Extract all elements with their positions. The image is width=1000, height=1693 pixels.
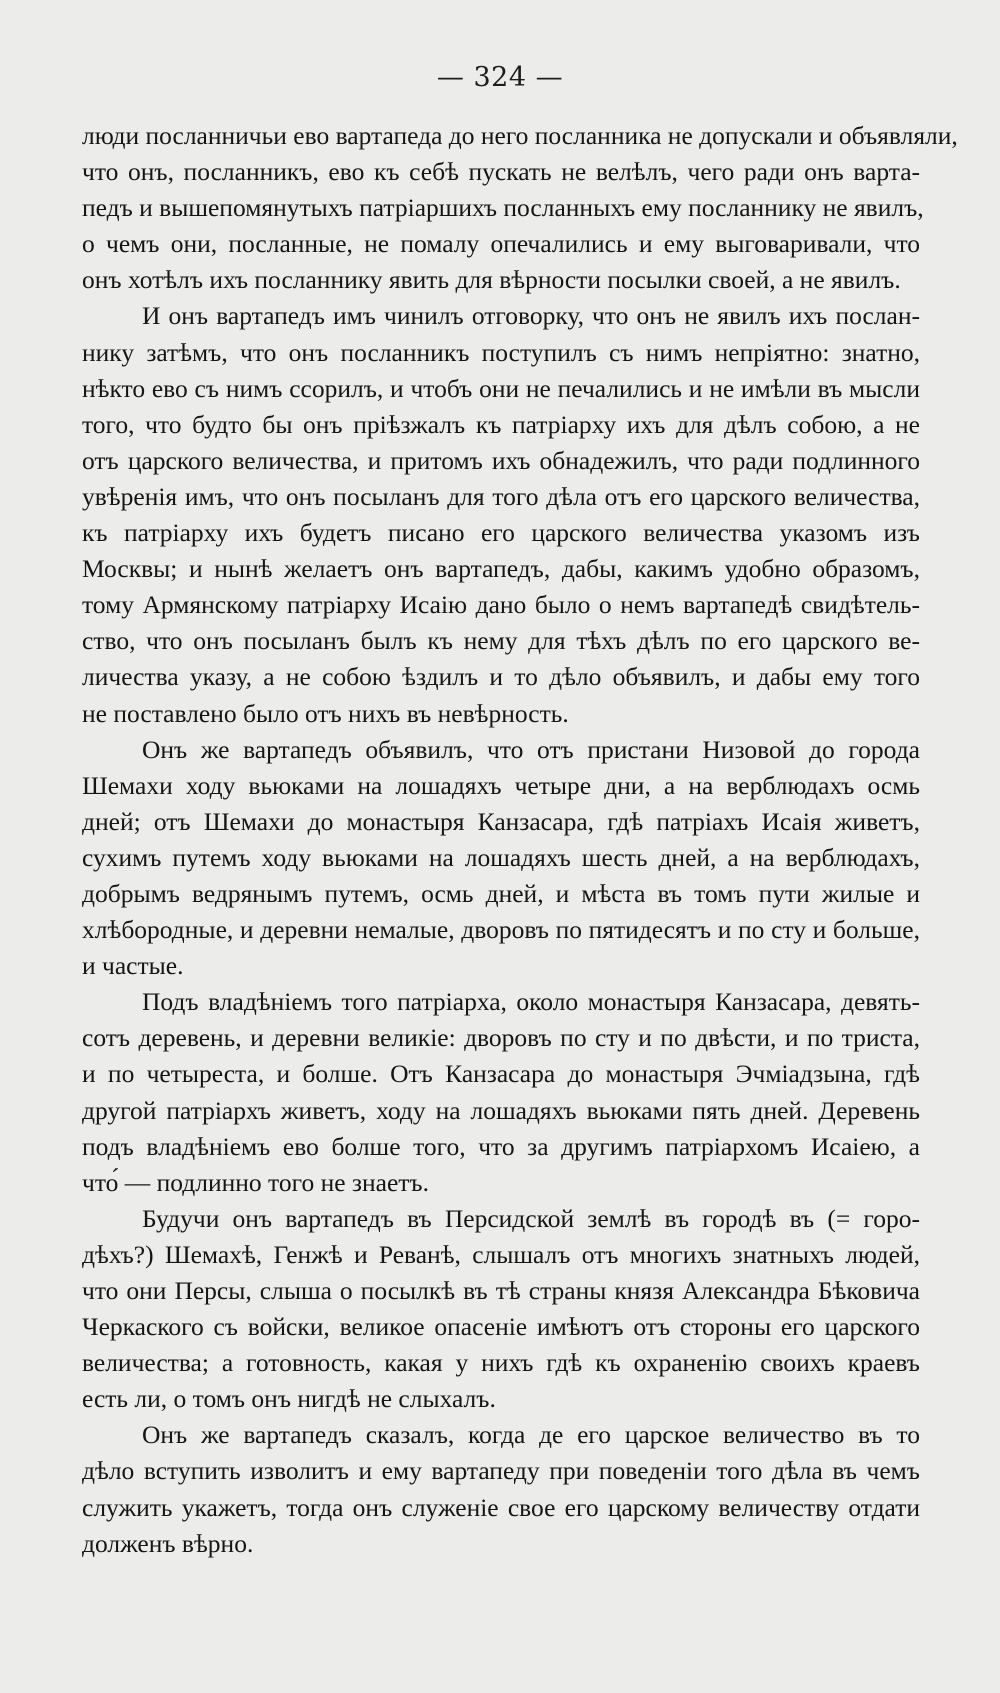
text-line: И онъ вартапедъ имъ чинилъ отговорку, что онъ не явилъ ихъ послан-	[142, 301, 920, 331]
text-line: о чемъ они, посланные, не помалу опечалились и ему выговаривали, что	[82, 229, 920, 259]
text-line: подъ владѣніемъ ево болше того, что за другимъ патріархомъ Исаіею, а	[82, 1131, 920, 1161]
text-line: Онъ же вартапедъ объявилъ, что отъ пристани Низовой до города	[142, 734, 920, 764]
text-line: величества; а готовность, какая у нихъ гдѣ къ охраненію своихъ краевъ	[82, 1348, 920, 1378]
paragraph	[82, 118, 958, 298]
text-line: къ патріарху ихъ будетъ писано его царского величества указомъ изъ	[82, 518, 920, 548]
text-line: педъ и вышепомянутыхъ патріаршихъ посланныхъ ему посланнику не явилъ,	[82, 193, 924, 223]
text-line: дѣхъ?) Шемахѣ, Генжѣ и Реванѣ, слышалъ отъ многихъ знатныхъ людей,	[82, 1239, 920, 1269]
paragraph	[82, 984, 920, 1201]
text-line: личества указу, а не собою ѣздилъ и то дѣло объявилъ, и дабы ему того	[82, 662, 920, 692]
text-line: долженъ вѣрно.	[82, 1528, 254, 1558]
text-line: отъ царского величества, и притомъ ихъ обнадежилъ, что ради подлинного	[82, 445, 920, 475]
page-number: — 324 —	[436, 62, 564, 93]
text-line: ство, что онъ посыланъ былъ къ нему для тѣхъ дѣлъ по его царского ве-	[82, 626, 920, 656]
text-line: нѣкто ево съ нимъ ссорилъ, и чтобъ они не печалились и не имѣли въ мысли	[82, 373, 920, 403]
text-line: что онъ, посланникъ, ево къ себѣ пускать не велѣлъ, чего ради онъ варта-	[82, 157, 920, 187]
text-line: другой патріархъ живетъ, ходу на лошадяхъ вьюками пять дней. Деревень	[82, 1095, 920, 1125]
text-line: онъ хотѣлъ ихъ посланнику явить для вѣрности посылки своей, а не явилъ.	[82, 265, 901, 295]
text-line: не поставлено было отъ нихъ въ невѣрность.	[82, 698, 569, 728]
text-line: Будучи онъ вартапедъ въ Персидской землѣ въ городѣ въ (= горо-	[142, 1203, 920, 1233]
paragraph	[82, 732, 920, 985]
paragraph	[82, 1417, 920, 1561]
text-line: и по четыреста, и болше. Отъ Канзасара до монастыря Эчміадзына, гдѣ	[82, 1059, 920, 1089]
text-line: есть ли, о томъ онъ нигдѣ не слыхалъ.	[82, 1384, 496, 1414]
text-line: тому Армянскому патріарху Исаію дано было о немъ вартапедѣ свидѣтель-	[82, 590, 920, 620]
text-line: Онъ же вартапедъ сказалъ, когда де его царское величество въ то	[142, 1420, 920, 1450]
paragraph	[82, 298, 920, 731]
document-body	[82, 118, 958, 1562]
text-line: хлѣбородные, и деревни немалые, дворовъ по пятидесятъ и по сту и больше,	[82, 915, 920, 945]
text-line: того, что будто бы онъ пріѣзжалъ къ патріарху ихъ для дѣлъ собою, а не	[82, 409, 920, 439]
paragraph	[82, 1201, 920, 1418]
text-line: дней; отъ Шемахи до монастыря Канзасара, гдѣ патріахъ Исаія живетъ,	[82, 806, 920, 836]
text-line: дѣло вступить изволитъ и ему вартапеду при поведеніи того дѣла въ чемъ	[82, 1456, 920, 1486]
text-line: Шемахи ходу вьюками на лошадяхъ четыре дни, а на верблюдахъ осмь	[82, 770, 920, 800]
text-line: и частые.	[82, 951, 184, 981]
text-line: добрымъ ведрянымъ путемъ, осмь дней, и мѣста въ томъ пути жилые и	[82, 878, 920, 908]
text-line: сухимъ путемъ ходу вьюками на лошадяхъ шесть дней, а на верблюдахъ,	[82, 842, 920, 872]
text-line: увѣренія имъ, что онъ посыланъ для того дѣла отъ его царского величества,	[82, 481, 920, 511]
text-line: служить укажетъ, тогда онъ служеніе свое его царскому величеству отдати	[82, 1492, 920, 1522]
text-line: Подъ владѣніемъ того патріарха, около монастыря Канзасара, девять-	[142, 987, 920, 1017]
text-line: сотъ деревень, и деревни великіе: дворовъ по сту и по двѣсти, и по триста,	[82, 1023, 920, 1053]
text-line: что́ — подлинно того не знаетъ.	[82, 1167, 429, 1197]
text-line: Москвы; и нынѣ желаетъ онъ вартапедъ, дабы, какимъ удобно образомъ,	[82, 554, 920, 584]
text-line: люди посланничьи ево вартапеда до него посланника не допускали и объявляли,	[82, 121, 958, 150]
text-line: Черкаского съ войски, великое опасеніе имѣютъ отъ стороны его царского	[82, 1312, 920, 1342]
text-line: что они Персы, слыша о посылкѣ въ тѣ страны князя Александра Бѣковича	[82, 1276, 920, 1305]
text-line: нику затѣмъ, что онъ посланникъ поступилъ съ нимъ непріятно: знатно,	[82, 337, 920, 367]
